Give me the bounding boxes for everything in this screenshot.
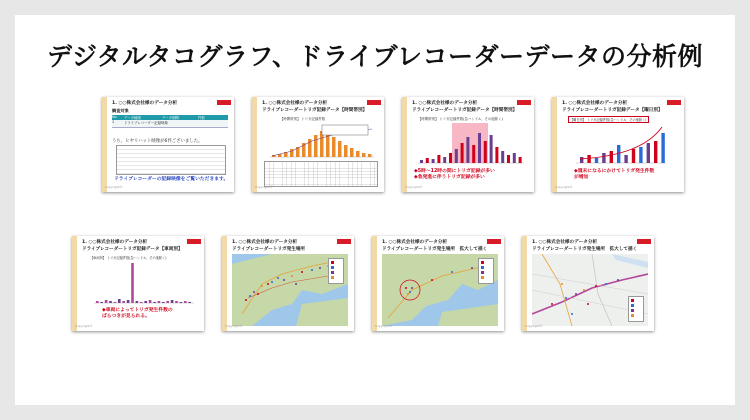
slide-title: 1. ○○株式会社様のデータ分析 — [232, 240, 298, 245]
trigger-point — [417, 295, 419, 297]
slide-title: 1. ○○株式会社様のデータ分析 — [562, 101, 628, 106]
chart-bar — [118, 299, 121, 303]
trigger-point — [407, 293, 409, 295]
chart-bar — [490, 135, 493, 163]
chart-bar — [495, 147, 498, 163]
slide-caption — [102, 308, 173, 320]
chart-bar — [171, 300, 174, 303]
slide-footer: Copyright© — [375, 324, 393, 328]
slide-subtitle: ドライブレコーダートリガ記録データ【時間帯別】 — [412, 108, 518, 113]
slide-thumbnail-6 — [222, 236, 354, 331]
slide-note: うち、ヒヤリハット映像が6件ございました。 — [112, 139, 203, 144]
slide-title: 1. ○○株式会社様のデータ分析 — [262, 101, 328, 106]
chart-bar — [144, 301, 147, 303]
slide-caption — [574, 169, 654, 181]
detail-table — [116, 145, 226, 175]
trigger-point — [471, 267, 473, 269]
chart-bar — [420, 160, 423, 163]
chart-bar — [332, 137, 336, 157]
chart-callout — [322, 125, 368, 135]
slide-strip — [372, 236, 377, 331]
chart-bar — [610, 151, 613, 163]
slide-title: 1. ○○株式会社様のデータ分析 — [532, 240, 598, 245]
chart-bar — [149, 300, 152, 303]
trigger-point — [587, 303, 589, 305]
slide-footer: Copyright© — [75, 324, 93, 328]
slide-subtitle: ドライブレコーダートリガ記録データ【時間帯別】 — [262, 108, 368, 113]
trigger-point — [311, 269, 313, 271]
chart-bar — [344, 145, 348, 157]
slide-title: 1. ○○株式会社様のデータ分析 — [382, 240, 448, 245]
chart-bar — [100, 302, 103, 303]
target-table — [112, 115, 228, 135]
trigger-point — [571, 313, 573, 315]
chart-bar — [580, 157, 583, 163]
data-grid — [264, 161, 378, 187]
map-legend — [328, 258, 344, 284]
chart-bar — [478, 133, 481, 163]
trigger-point — [253, 291, 255, 293]
table-header: No. — [112, 115, 118, 119]
chart-bar — [175, 301, 178, 303]
company-logo-icon — [637, 239, 651, 244]
chart-bar — [587, 155, 590, 163]
slide-thumbnail-2 — [252, 97, 384, 192]
trigger-point — [245, 299, 247, 301]
chart-bar — [501, 151, 504, 163]
chart-bar — [368, 154, 372, 157]
trigger-point — [575, 293, 577, 295]
table-cell: ドライブレコーダー記録映像 — [124, 121, 168, 125]
slide-thumbnail-7 — [372, 236, 504, 331]
caption-line: ばらつきが見られる。 — [102, 314, 150, 319]
chart-bar — [507, 155, 510, 163]
table-header: 件数 — [198, 116, 205, 120]
trigger-point — [551, 303, 553, 305]
chart-bar — [595, 158, 598, 163]
trigger-point — [283, 279, 285, 281]
trigger-points — [551, 279, 619, 315]
map-legend — [478, 258, 494, 284]
chart-bar — [602, 153, 605, 163]
caption-line: ◆5時～12時の間にトリガ記録が多い — [414, 169, 495, 174]
chart-bar — [632, 149, 635, 163]
trigger-point — [277, 277, 279, 279]
slide-subtitle: ドライブレコーダートリガ発生場所 拡大して描く — [532, 247, 638, 252]
caption-line: ◆急発進に伴うトリガ記録が多い — [414, 175, 485, 180]
trigger-point — [595, 285, 597, 287]
chart-bar — [109, 301, 112, 303]
chart-bars — [96, 263, 191, 303]
slide-caption: ドライブレコーダーの記録映像をご覧いただきます。 — [114, 177, 229, 182]
trigger-point — [583, 289, 585, 291]
slide-title: 1. ○○株式会社様のデータ分析 — [82, 240, 148, 245]
chart-bar — [356, 151, 360, 157]
slide-strip — [72, 236, 77, 331]
slide-strip — [522, 236, 527, 331]
trigger-point — [451, 271, 453, 273]
table-cell: 1 — [112, 120, 115, 124]
chart-bar — [639, 147, 642, 163]
trigger-point — [271, 281, 273, 283]
slide-footer: Copyright© — [255, 185, 273, 189]
vehicle-chart — [82, 260, 198, 306]
trigger-point — [261, 285, 263, 287]
trigger-map — [232, 254, 348, 326]
trigger-point — [411, 287, 413, 289]
chart-bar — [153, 302, 156, 303]
slide-strip — [552, 97, 557, 192]
trigger-map-street — [532, 254, 648, 326]
trigger-point — [291, 275, 293, 277]
trigger-point — [617, 279, 619, 281]
slide-title: 1. ○○株式会社様のデータ分析 — [412, 101, 478, 106]
slide-strip — [252, 97, 257, 192]
chart-bar — [461, 143, 464, 163]
chart-label: 【時間帯別】 トリガ記録件数(急ハンドル、その他除く) — [418, 117, 503, 121]
chart-bar — [162, 302, 165, 303]
slide-footer: Copyright© — [105, 185, 123, 189]
chart-bar — [647, 143, 650, 163]
slide-thumbnail-3 — [402, 97, 534, 192]
slide-subtitle: 調査対象 — [112, 108, 129, 113]
chart-bar — [136, 301, 139, 303]
slide-thumbnail-4 — [552, 97, 684, 192]
page-heading: デジタルタコグラフ、ドライブレコーダーデータの分析例 — [46, 42, 703, 71]
chart-bar — [188, 302, 191, 303]
slide-caption — [414, 169, 495, 181]
chart-bar — [466, 137, 469, 163]
chart-bar — [426, 158, 429, 163]
company-logo-icon — [187, 239, 201, 244]
chart-bar — [437, 155, 440, 163]
chart-bar — [484, 141, 487, 163]
chart-bar — [513, 153, 516, 163]
slide-thumbnail-8 — [522, 236, 654, 331]
trigger-point — [561, 283, 563, 285]
chart-bar — [184, 301, 187, 303]
slide-strip — [402, 97, 407, 192]
trigger-point — [431, 279, 433, 281]
map-legend — [628, 296, 644, 322]
trigger-point — [301, 271, 303, 273]
trigger-point — [605, 283, 607, 285]
hourly-chart — [262, 121, 378, 161]
chart-label: 【時間帯別】 トリガ記録件数 — [280, 117, 326, 121]
slide-footer: Copyright© — [555, 185, 573, 189]
company-logo-icon — [367, 100, 381, 105]
chart-bar — [122, 301, 125, 303]
chart-bar — [96, 301, 99, 303]
chart-bar — [166, 301, 169, 303]
trigger-point — [257, 293, 259, 295]
slide-subtitle: ドライブレコーダートリガ記録データ【曜日別】 — [562, 108, 663, 113]
chart-bar — [114, 302, 117, 303]
caption-line: が増加 — [574, 175, 589, 180]
chart-bar — [158, 301, 161, 303]
trigger-point — [409, 291, 411, 293]
company-logo-icon — [667, 100, 681, 105]
trigger-point — [319, 267, 321, 269]
slide-subtitle: ドライブレコーダートリガ発生場所 — [232, 247, 305, 252]
chart-bar — [127, 300, 130, 303]
chart-label: 【車両別】 トリガ記録件数(急ハンドル、その他除く) — [90, 256, 167, 260]
chart-bar — [105, 300, 108, 303]
chart-bar — [140, 302, 143, 303]
caption-line: ◆週末になるにかけてトリガ発生件数 — [574, 169, 655, 174]
table-header: データ種別 — [124, 116, 141, 120]
chart-bar — [624, 155, 627, 163]
slide-footer: Copyright© — [525, 324, 543, 328]
weekday-chart — [562, 123, 678, 167]
chart-bar — [519, 157, 522, 163]
page-canvas — [15, 15, 735, 405]
slide-strip — [222, 236, 227, 331]
trigger-point — [295, 283, 297, 285]
chart-bar — [338, 141, 342, 157]
slide-subtitle: ドライブレコーダートリガ記録データ【車両別】 — [82, 247, 183, 252]
slide-thumbnail-1 — [102, 97, 234, 192]
chart-bar — [472, 145, 475, 163]
slide-subtitle: ドライブレコーダートリガ発生場所 拡大して描く — [382, 247, 488, 252]
company-logo-icon — [517, 100, 531, 105]
trigger-point — [565, 297, 567, 299]
company-logo-icon — [487, 239, 501, 244]
slide-strip — [102, 97, 107, 192]
chart-bar — [362, 153, 366, 157]
slide-thumbnail-5 — [72, 236, 204, 331]
chart-bar — [661, 133, 664, 163]
caption-line: ◆車両によってトリガ発生件数の — [102, 308, 173, 313]
slide-title: 1. ○○株式会社様のデータ分析 — [112, 101, 178, 106]
chart-bar — [432, 159, 435, 163]
company-logo-icon — [337, 239, 351, 244]
hourly-trigger-chart — [412, 121, 528, 167]
chart-bar — [180, 302, 183, 303]
chart-bar — [455, 149, 458, 163]
table-header: データ期間 — [162, 116, 179, 120]
chart-label: 【曜日別】 トリガ記録件数(急ハンドル、その他除く) — [570, 118, 647, 122]
chart-bar — [443, 157, 446, 163]
chart-bar — [314, 135, 318, 157]
trigger-map-zoom — [382, 254, 498, 326]
slide-footer: Copyright© — [225, 324, 243, 328]
trigger-point — [405, 287, 407, 289]
chart-bar — [350, 148, 354, 157]
trigger-point — [249, 295, 251, 297]
company-logo-icon — [217, 100, 231, 105]
slide-footer: Copyright© — [405, 185, 423, 189]
chart-bar — [654, 141, 657, 163]
trigger-point — [267, 283, 269, 285]
chart-bar — [131, 263, 134, 303]
chart-bar — [449, 153, 452, 163]
